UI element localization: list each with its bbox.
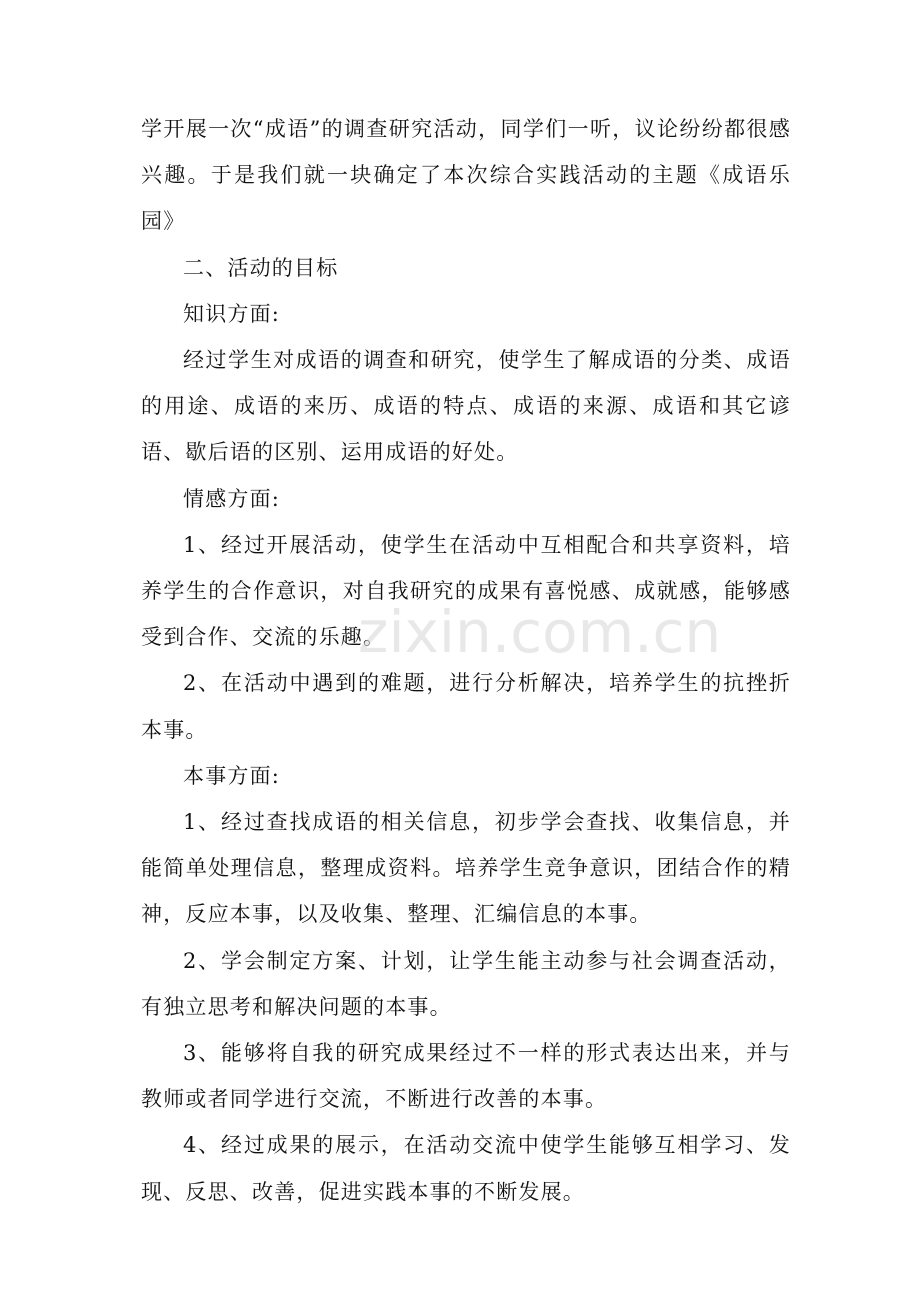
paragraph-ability-4: 4、经过成果的展示，在活动交流中使学生能够互相学习、发现、反思、改善，促进实践本事的不断发展。 — [141, 1133, 791, 1204]
subheading-ability: 本事方面: — [183, 763, 281, 788]
paragraph-knowledge: 经过学生对成语的调查和研究，使学生了解成语的分类、成语的用途、成语的来历、成语的特点、成语的来源、成语和其它谚语、歇后语的区别、运用成语的好处。 — [141, 348, 791, 465]
paragraph-emotion-1: 1、经过开展活动，使学生在活动中互相配合和共享资料，培养学生的合作意识，对自我研究的成果有喜悦感、成就感，能够感受到合作、交流的乐趣。 — [141, 532, 791, 650]
paragraph-ability-2: 2、学会制定方案、计划，让学生能主动参与社会调查活动，有独立思考和解决问题的本事。 — [141, 948, 791, 1019]
paragraph-intro-continuation: 学开展一次“成语”的调查研究活动，同学们一听，议论纷纷都很感兴趣。于是我们就一块确定了本次综合实践活动的主题《成语乐园》 — [141, 117, 791, 234]
section-heading-goals: 二、活动的目标 — [183, 255, 339, 280]
subheading-knowledge: 知识方面: — [183, 301, 281, 326]
paragraph-ability-1: 1、经过查找成语的相关信息，初步学会查找、收集信息，并能简单处理信息，整理成资料。培养学生竞争意识，团结合作的精神，反应本事，以及收集、整理、汇编信息的本事。 — [141, 810, 791, 927]
watermark-text: zixin.com.cn — [358, 598, 722, 666]
subheading-emotion: 情感方面: — [183, 486, 281, 511]
paragraph-emotion-2: 2、在活动中遇到的难题，进行分析解决，培养学生的抗挫折本事。 — [141, 671, 791, 742]
paragraph-ability-3: 3、能够将自我的研究成果经过不一样的形式表达出来，并与教师或者同学进行交流，不断进行改善的本事。 — [141, 1041, 791, 1112]
